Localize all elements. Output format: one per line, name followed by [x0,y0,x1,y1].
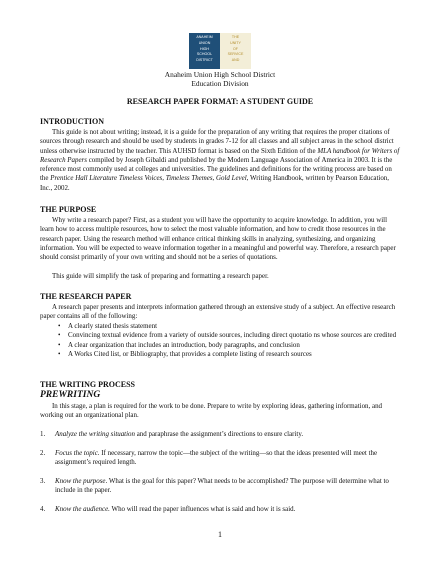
district-logo [189,33,251,69]
list-item: • A clear organization that includes an introduction, body paragraphs, and conclusion [58,340,300,349]
list-item: • A Works Cited list, or Bibliography, that provides a complete listing of research sources [58,349,312,358]
logo-left-text: ANAHEIM UNION HIGH SCHOOL DISTRICT [196,35,213,63]
process-item: 1. Analyze the writing situation and paraphrase the assignment’s directions to ensure clarity. [40,430,304,438]
heading-introduction: INTRODUCTION [40,117,105,126]
list-item: • Convincing textual evidence from a variety of outside sources, including direct quotatio ns whose sources are credited [58,331,397,340]
heading-purpose: THE PURPOSE [40,205,97,214]
purpose-paragraph: Why write a research paper? First, as a student you will have the opportunity to acquire knowledge. In addition, you will learn how to access multiple resources, how to select the most valuable information, and how to credit those resources in the research paper. Using the research method will enhance critical thinking skills in analyzing, synthesizing, and organizing information. You will be expected to weave information together in a meaningful and powerful way. Therefore, a research paper should consist primarily of your own writing and should not be a series of quotations. [40,216,396,262]
heading-writing-process: THE WRITING PROCESS [40,380,135,389]
logo-right-text: THE UNITY OF SERVICE AND [227,35,244,63]
district-name: Anaheim Union High School District [164,70,276,79]
purpose-summary: This guide will simplify the task of preparing and formatting a research paper. [52,272,269,280]
process-item: 4. Know the audience. Who will read the paper influences what is said and how it is said. [40,505,296,513]
process-item: 3. Know the purpose. What is the goal for this paper? What needs to be accomplished? The purpose will determine what to include in the paper. [40,477,389,495]
heading-prewriting: PREWRITING [40,390,101,400]
document-title: RESEARCH PAPER FORMAT: A STUDENT GUIDE [126,97,314,106]
heading-research-paper: THE RESEARCH PAPER [40,292,132,301]
division-name: Education Division [191,79,249,88]
page-number: 1 [218,530,222,539]
research-bullet-list [40,322,400,359]
intro-paragraph: This guide is not about writing; instead, it is a guide for the preparation of any writing that requires the proper citations of sources through research and should be used by students in grades 7-12 for all classes and all subject areas in the school district unless otherwise instructed by the teacher. This AUHSD format is based on the Sixth Edition of the MLA handbook for Writers of Research Papers compiled by Joseph Gibaldi and published by the Modern Language Association of America in 2003. It is the reference most commonly used at colleges and universities. The guidelines and definitions for the writing process are based on the Prentice Hall Literature Timeless Voices, Timeless Themes, Gold Level, Writing Handbook, written by Pearson Education, Inc., 2002. [40,128,400,192]
list-item: • A clearly stated thesis statement [58,322,158,330]
prewriting-paragraph: In this stage, a plan is required for the work to be done. Prepare to write by exploring ideas, gathering information, and working out an organizational plan. [40,402,383,420]
research-paragraph: A research paper presents and interprets information gathered through an extensive study of a subject. An effective research paper contains all of the following: [40,303,396,321]
process-item: 2. Focus the topic. If necessary, narrow the topic—the subject of the writing—so that the ideas presented will meet the assignment’s required length. [40,449,378,467]
